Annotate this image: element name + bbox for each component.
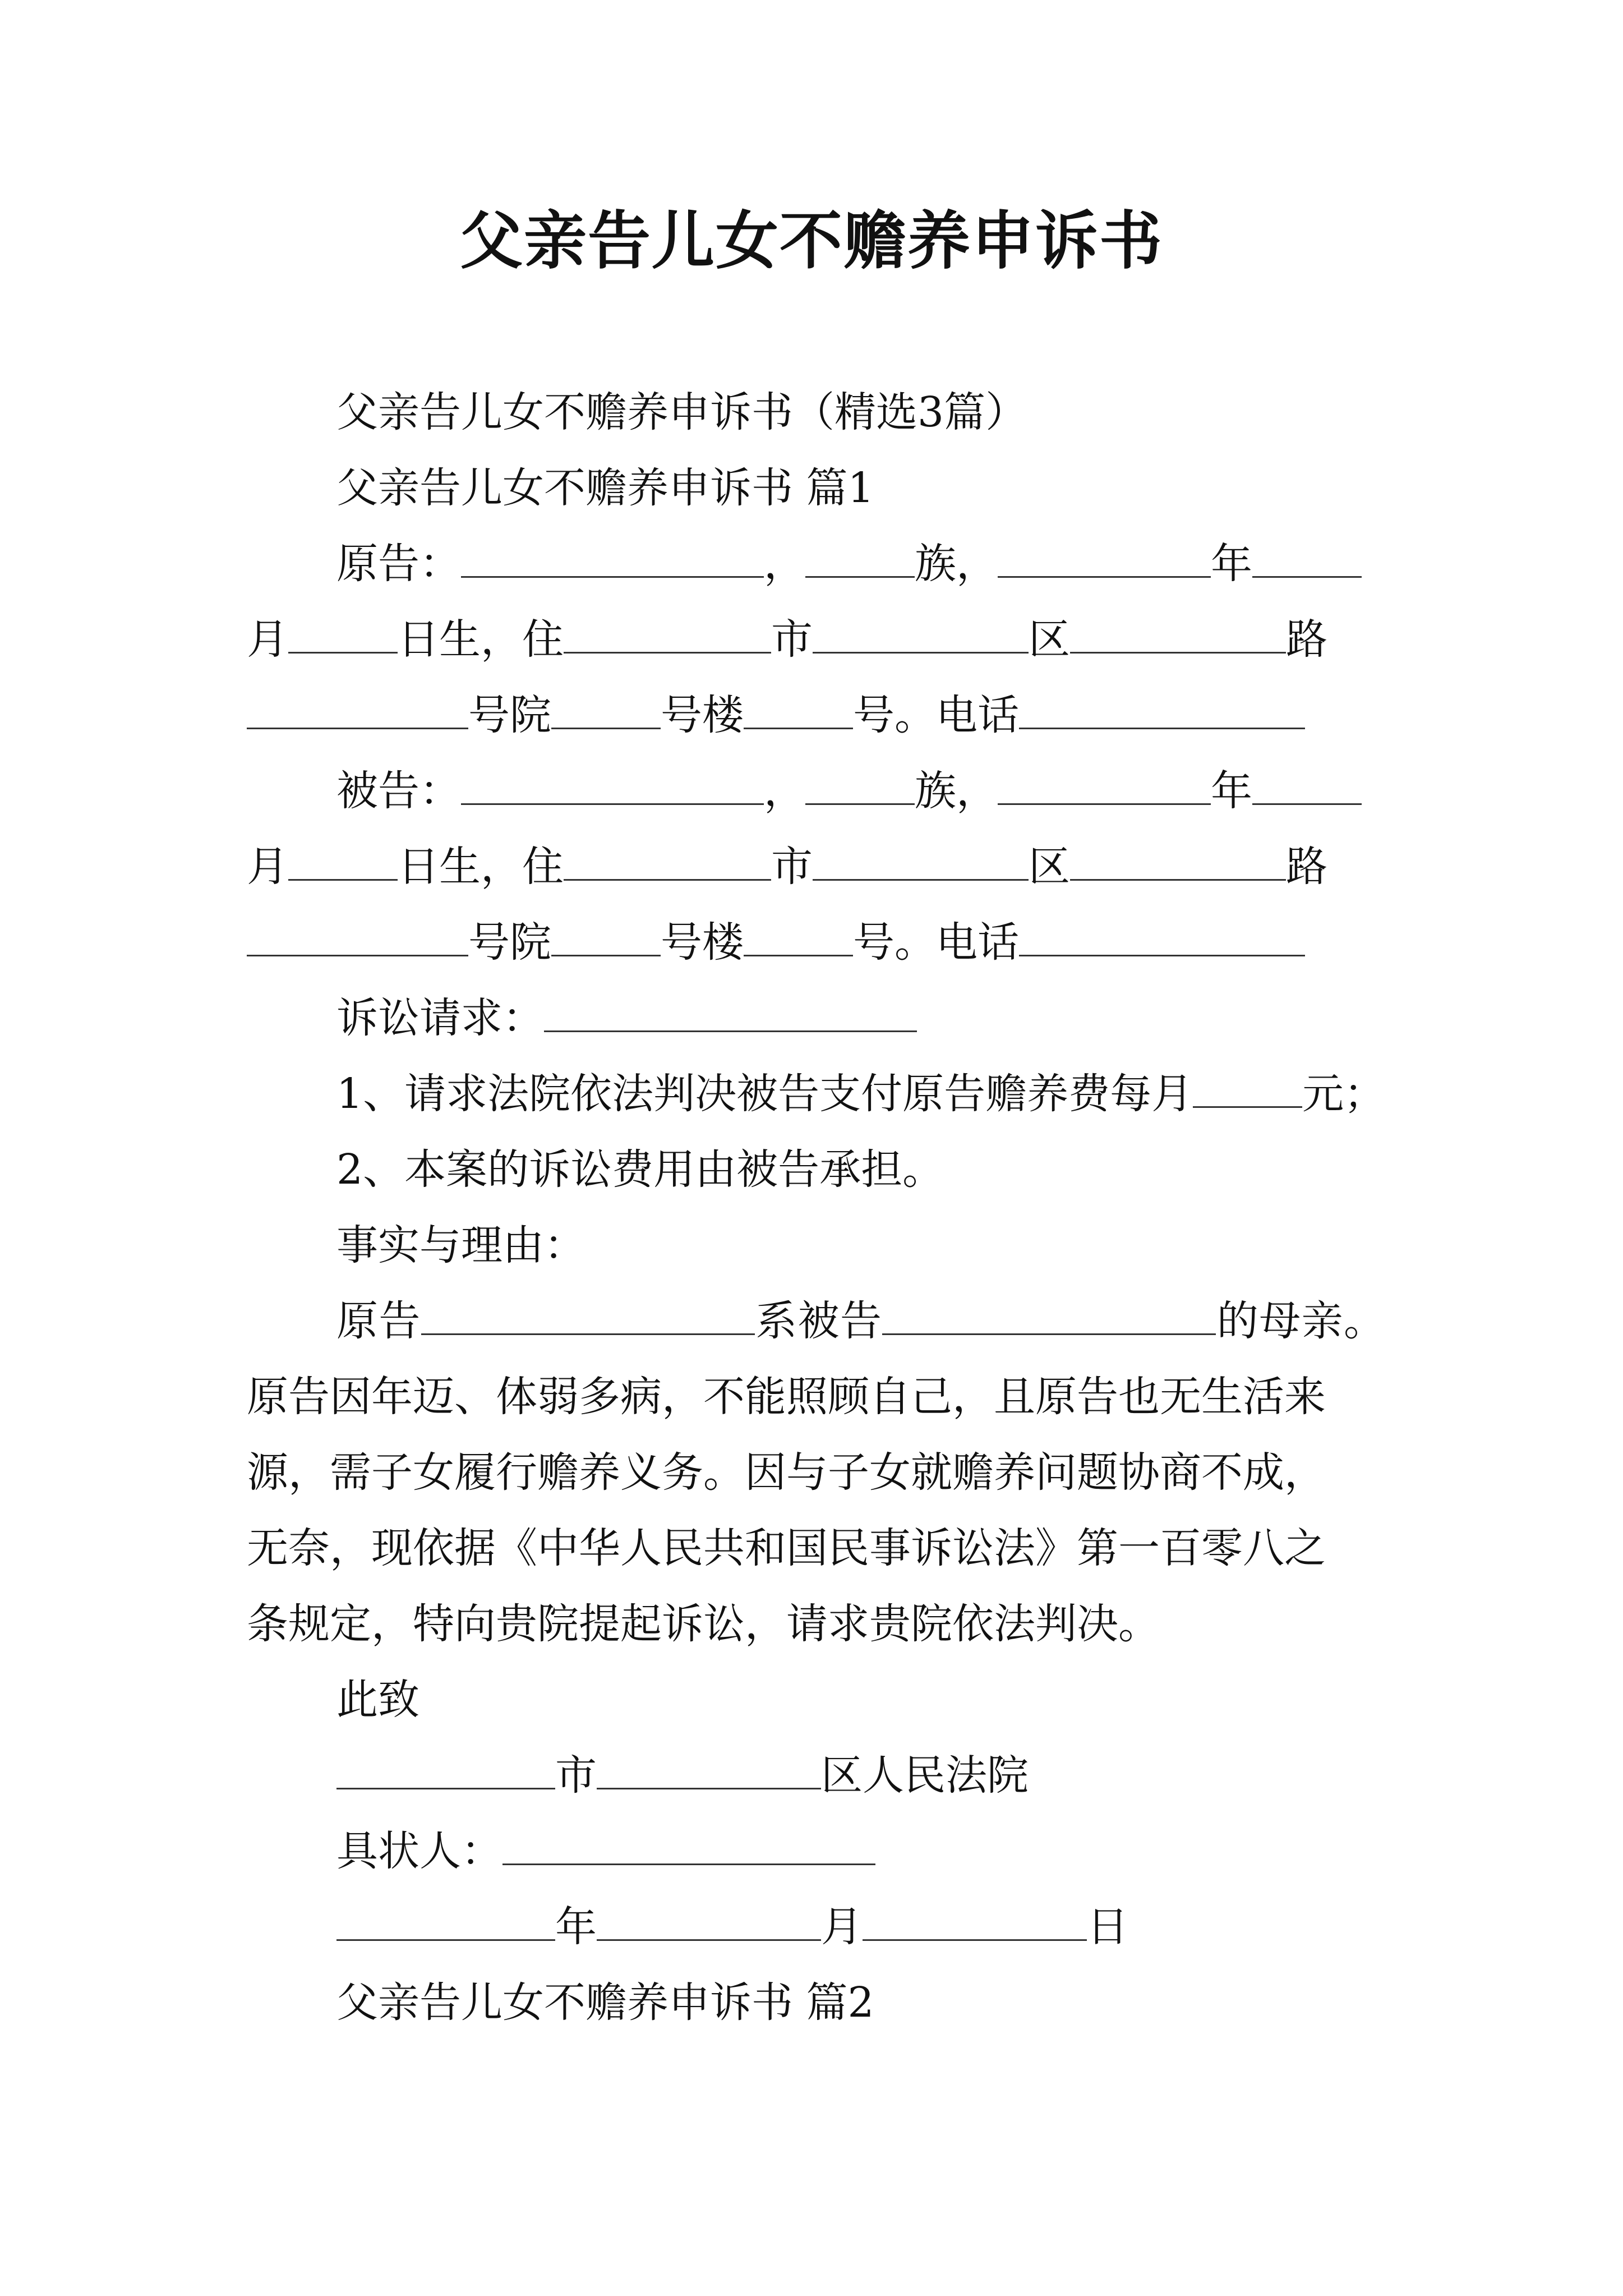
facts-end: 的母亲。 — [1216, 1297, 1386, 1345]
date-year-blank[interactable] — [336, 1905, 555, 1941]
plaintiff-road-blank[interactable] — [1070, 618, 1286, 654]
defendant-born-label: 日生，住 — [398, 843, 564, 891]
claim-item-2: 2、本案的诉讼费用由被告承担。 — [336, 1145, 944, 1194]
facts-defendant-blank[interactable] — [882, 1299, 1216, 1335]
facts-start: 原告 — [336, 1297, 421, 1345]
defendant-city-blank[interactable] — [564, 845, 771, 881]
signer-label: 具状人： — [336, 1827, 502, 1875]
plaintiff-ethnicity-label: 族， — [915, 540, 998, 588]
plaintiff-room-blank[interactable] — [744, 693, 853, 729]
court-district-blank[interactable] — [597, 1754, 821, 1789]
plaintiff-district-blank[interactable] — [813, 618, 1029, 654]
facts-paragraph-line2: 原告因年迈、体弱多病，不能照顾自己，且原告也无生活来 — [247, 1373, 1326, 1421]
facts-paragraph-line1 — [336, 1290, 1385, 1352]
claims-label: 诉讼请求： — [336, 994, 544, 1042]
plaintiff-comma: ， — [764, 540, 805, 588]
facts-label: 事实与理由： — [336, 1221, 585, 1269]
claim-item-1-unit: 元； — [1302, 1070, 1386, 1118]
signer-blank[interactable] — [502, 1829, 875, 1865]
plaintiff-label: 原告： — [336, 540, 461, 588]
claim-amount-blank[interactable] — [1193, 1072, 1302, 1108]
plaintiff-yard-label: 号院 — [468, 691, 551, 739]
defendant-month-blank[interactable] — [1252, 769, 1362, 805]
defendant-building-label: 号楼 — [661, 918, 744, 967]
plaintiff-number-blank[interactable] — [247, 693, 468, 729]
defendant-phone-label: 号。电话 — [853, 918, 1019, 967]
intro-line: 父亲告儿女不赡养申诉书（精选3篇） — [336, 388, 1027, 436]
defendant-building-blank[interactable] — [551, 921, 661, 956]
claims-line — [336, 987, 1385, 1049]
defendant-district-blank[interactable] — [813, 845, 1029, 881]
defendant-ethnicity-label: 族， — [915, 767, 998, 815]
plaintiff-city-blank[interactable] — [564, 618, 771, 654]
plaintiff-district-label: 区 — [1029, 615, 1070, 664]
plaintiff-line2 — [247, 609, 1385, 670]
defendant-city-label: 市 — [771, 843, 813, 891]
facts-paragraph-line5: 条规定，特向贵院提起诉讼，请求贵院依法判决。 — [247, 1600, 1160, 1648]
document-title: 父亲告儿女不赡养申诉书 — [460, 204, 1163, 278]
defendant-road-blank[interactable] — [1070, 845, 1286, 881]
court-line — [336, 1745, 1385, 1806]
defendant-line3 — [247, 912, 1385, 973]
defendant-comma: ， — [764, 767, 805, 815]
plaintiff-year-label: 年 — [1211, 540, 1252, 588]
claim-item-1 — [336, 1063, 1385, 1125]
defendant-road-label: 路 — [1286, 843, 1327, 891]
plaintiff-day-blank[interactable] — [288, 618, 398, 654]
date-day-blank[interactable] — [863, 1905, 1087, 1941]
defendant-year-blank[interactable] — [998, 769, 1211, 805]
claim-item-1-text: 1、请求法院依法判决被告支付原告赡养费每月 — [336, 1070, 1193, 1118]
facts-paragraph-line4: 无奈，现依据《中华人民共和国民事诉讼法》第一百零八之 — [247, 1524, 1326, 1572]
date-month-blank[interactable] — [597, 1905, 821, 1941]
section2-heading: 父亲告儿女不赡养申诉书 篇2 — [336, 1978, 874, 2027]
court-city-blank[interactable] — [336, 1754, 555, 1789]
plaintiff-phone-label: 号。电话 — [853, 691, 1019, 739]
plaintiff-born-label: 日生，住 — [398, 615, 564, 664]
salutation: 此致 — [336, 1676, 419, 1724]
plaintiff-month-blank[interactable] — [1252, 542, 1362, 578]
facts-plaintiff-blank[interactable] — [421, 1299, 755, 1335]
plaintiff-phone-blank[interactable] — [1019, 693, 1305, 729]
defendant-month-label: 月 — [247, 843, 288, 891]
plaintiff-road-label: 路 — [1286, 615, 1327, 664]
date-day-label: 日 — [1087, 1903, 1128, 1951]
defendant-ethnicity-blank[interactable] — [805, 769, 915, 805]
date-year-label: 年 — [555, 1903, 597, 1951]
plaintiff-name-blank[interactable] — [461, 542, 764, 578]
plaintiff-ethnicity-blank[interactable] — [805, 542, 915, 578]
defendant-line1 — [336, 760, 1385, 822]
plaintiff-year-blank[interactable] — [998, 542, 1211, 578]
claims-blank[interactable] — [544, 996, 917, 1032]
defendant-room-blank[interactable] — [744, 921, 853, 956]
section1-heading: 父亲告儿女不赡养申诉书 篇1 — [336, 464, 874, 512]
plaintiff-building-blank[interactable] — [551, 693, 661, 729]
court-name: 区人民法院 — [821, 1751, 1029, 1800]
plaintiff-month-label: 月 — [247, 615, 288, 664]
plaintiff-line3 — [247, 684, 1385, 746]
defendant-district-label: 区 — [1029, 843, 1070, 891]
signer-line — [336, 1820, 1385, 1882]
date-line — [336, 1896, 1385, 1958]
plaintiff-line1 — [336, 533, 1385, 595]
defendant-day-blank[interactable] — [288, 845, 398, 881]
plaintiff-city-label: 市 — [771, 615, 813, 664]
facts-mid: 系被告 — [754, 1297, 883, 1345]
defendant-label: 被告： — [336, 767, 461, 815]
plaintiff-building-label: 号楼 — [661, 691, 744, 739]
defendant-line2 — [247, 836, 1385, 898]
defendant-yard-label: 号院 — [468, 918, 551, 967]
defendant-phone-blank[interactable] — [1019, 921, 1305, 956]
defendant-name-blank[interactable] — [461, 769, 764, 805]
facts-paragraph-line3: 源，需子女履行赡养义务。因与子女就赡养问题协商不成， — [247, 1448, 1326, 1497]
defendant-number-blank[interactable] — [247, 921, 468, 956]
court-city-label: 市 — [555, 1751, 597, 1800]
defendant-year-label: 年 — [1211, 767, 1252, 815]
date-month-label: 月 — [821, 1903, 863, 1951]
